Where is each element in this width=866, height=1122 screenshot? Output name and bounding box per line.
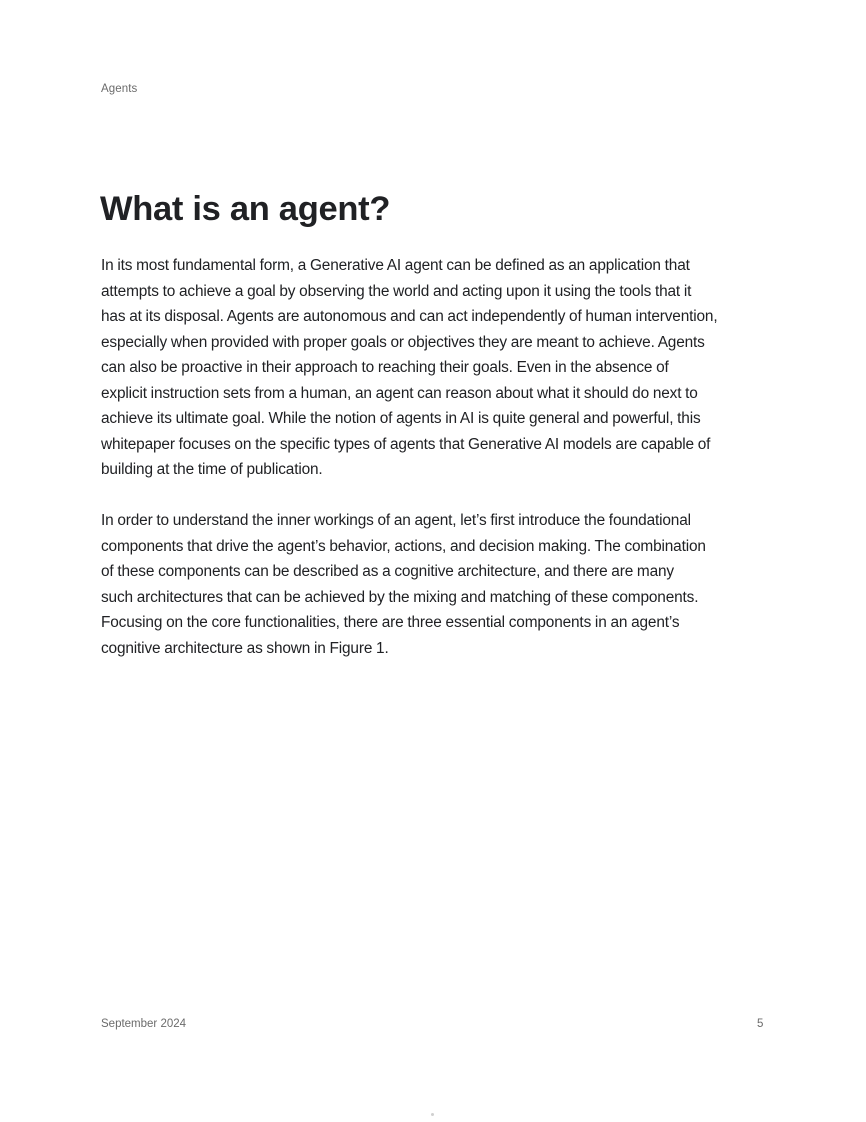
paragraph-line: of these components can be described as a cognitive architecture, and there are many bbox=[101, 563, 674, 580]
paragraph-line: explicit instruction sets from a human, an agent can reason about what it should do next to bbox=[101, 384, 698, 402]
paragraph-line: In its most fundamental form, a Generative AI agent can be defined as an application that bbox=[101, 257, 690, 274]
paragraph-line: In order to understand the inner workings of an agent, let’s first introduce the foundational bbox=[101, 512, 691, 529]
paragraph-line: cognitive architecture as shown in Figure 1. bbox=[101, 639, 389, 657]
paragraph-line: has at its disposal. Agents are autonomous and can act independently of human intervention, bbox=[101, 308, 718, 325]
paragraph-line: attempts to achieve a goal by observing the world and acting upon it using the tools that it bbox=[101, 282, 692, 300]
paragraph-line: such architectures that can be achieved by the mixing and matching of these components. bbox=[101, 588, 699, 606]
paragraph-line: achieve its ultimate goal. While the notion of agents in AI is quite general and powerful, this bbox=[101, 410, 701, 427]
body-paragraph-1 bbox=[101, 253, 769, 483]
body-paragraph-2 bbox=[101, 508, 769, 661]
page-title: What is an agent? bbox=[100, 190, 391, 228]
running-header: Agents bbox=[101, 83, 138, 95]
page-marker-dot bbox=[431, 1113, 434, 1116]
footer-date: September 2024 bbox=[101, 1018, 187, 1030]
page-number: 5 bbox=[757, 1018, 764, 1030]
paragraph-line: Focusing on the core functionalities, there are three essential components in an agent’s bbox=[101, 614, 680, 631]
paragraph-line: especially when provided with proper goals or objectives they are meant to achieve. Agents bbox=[101, 333, 705, 351]
paragraph-line: components that drive the agent’s behavior, actions, and decision making. The combination bbox=[101, 537, 706, 555]
paragraph-line: whitepaper focuses on the specific types of agents that Generative AI models are capable of bbox=[101, 435, 711, 453]
paragraph-line: can also be proactive in their approach to reaching their goals. Even in the absence of bbox=[101, 359, 669, 376]
paragraph-line: building at the time of publication. bbox=[101, 461, 323, 478]
